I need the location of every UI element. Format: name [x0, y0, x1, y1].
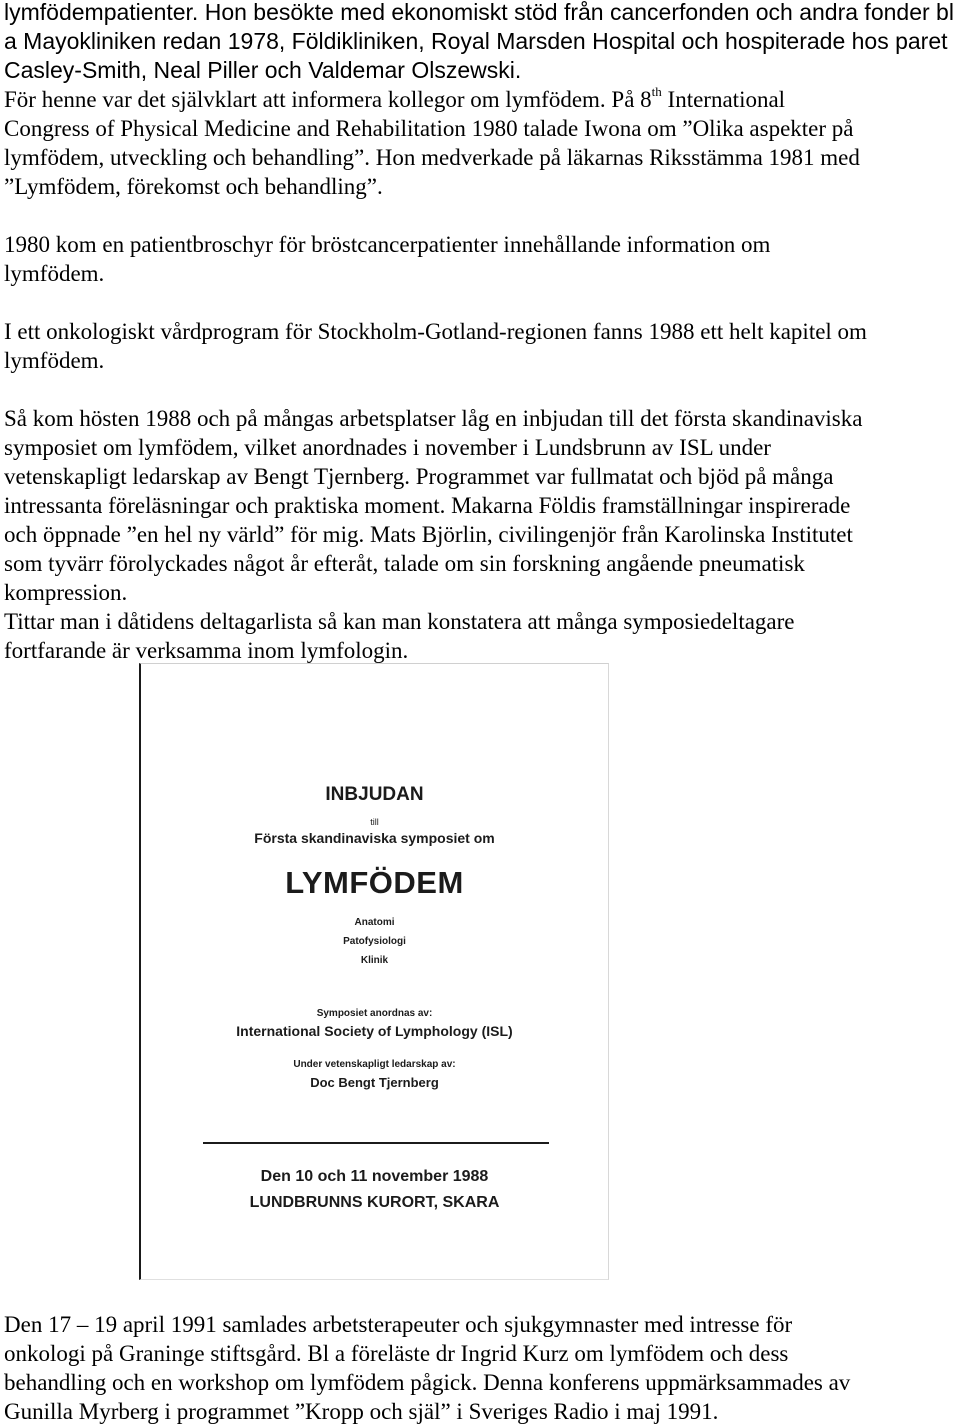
ordinal-superscript: th: [651, 84, 662, 100]
text-line: som tyvärr förolyckades något år efteråt, talade om sin forskning angående pneumatisk: [4, 551, 805, 576]
invitation-leader: Doc Bengt Tjernberg: [310, 1075, 439, 1090]
text-line: I ett onkologiskt vårdprogram för Stockholm-Gotland-regionen fanns 1988 ett helt kapitel om: [4, 319, 867, 344]
invitation-topic: Patofysiologi: [343, 936, 406, 947]
invitation-scan: [139, 663, 609, 1280]
invitation-divider: [203, 1142, 549, 1144]
text-line: vetenskapligt ledarskap av Bengt Tjernberg. Programmet var fullmatat och bjöd på många: [4, 464, 834, 489]
text-span: För henne var det självklart att informera kollegor om lymfödem. På 8: [4, 87, 652, 112]
text-line: 1980 kom en patientbroschyr för bröstcancerpatienter innehållande information om: [4, 232, 771, 257]
text-line: Gunilla Myrberg i programmet ”Kropp och själ” i Sveriges Radio i maj 1991.: [4, 1399, 719, 1424]
text-line: lymfödempatienter. Hon besökte med ekonomiskt stöd från cancerfonden och andra fonder bl: [4, 0, 954, 25]
text-line: lymfödem.: [4, 348, 105, 373]
invitation-heading: INBJUDAN: [325, 784, 424, 805]
text-line: fortfarande är verksamma inom lymfologin.: [4, 638, 409, 663]
text-line: onkologi på Graninge stiftsgård. Bl a föreläste dr Ingrid Kurz om lymfödem och dess: [4, 1341, 789, 1366]
text-line: lymfödem, utveckling och behandling”. Hon medverkade på läkarnas Riksstämma 1981 med: [4, 145, 860, 170]
invitation-subtitle: Första skandinaviska symposiet om: [254, 830, 495, 846]
text-line: a Mayokliniken redan 1978, Földikliniken, Royal Marsden Hospital och hospiterade hos paret: [4, 28, 948, 54]
text-line: behandling och en workshop om lymfödem pågick. Denna konferens uppmärksammades av: [4, 1370, 851, 1395]
text-span: International: [661, 87, 786, 112]
text-line: Så kom hösten 1988 och på mångas arbetsplatser låg en inbjudan till det första skandinaviska: [4, 406, 863, 431]
text-line: intressanta föreläsningar och praktiska moment. Makarna Földis framställningar inspirerade: [4, 493, 851, 518]
invitation-date: Den 10 och 11 november 1988: [260, 1168, 489, 1185]
text-line: [4, 85, 785, 114]
text-line: ”Lymfödem, förekomst och behandling”.: [4, 174, 383, 199]
text-line: och öppnade ”en hel ny värld” för mig. Mats Björlin, civilingenjör från Karolinska Institutet: [4, 522, 853, 547]
invitation-organizer-label: Symposiet anordnas av:: [316, 1008, 433, 1019]
text-line: Casley-Smith, Neal Piller och Valdemar Olszewski.: [4, 57, 522, 83]
text-line: Tittar man i dåtidens deltagarlista så kan man konstatera att många symposiedeltagare: [4, 609, 795, 634]
invitation-venue: LUNDBRUNNS KURORT, SKARA: [249, 1194, 500, 1211]
invitation-organizer: International Society of Lymphology (ISL): [236, 1023, 513, 1039]
text-line: kompression.: [4, 580, 128, 605]
text-line: lymfödem.: [4, 261, 105, 286]
invitation-topic: Klinik: [360, 955, 389, 966]
invitation-topic: Anatomi: [354, 917, 395, 928]
text-line: symposiet om lymfödem, vilket anordnades i november i Lundsbrunn av ISL under: [4, 435, 771, 460]
invitation-leader-label: Under vetenskapligt ledarskap av:: [293, 1059, 456, 1070]
text-line: Congress of Physical Medicine and Rehabilitation 1980 talade Iwona om ”Olika aspekter på: [4, 116, 854, 141]
invitation-till: till: [370, 817, 379, 827]
invitation-title: LYMFÖDEM: [285, 865, 464, 900]
text-line: Den 17 – 19 april 1991 samlades arbetsterapeuter och sjukgymnaster med intresse för: [4, 1312, 793, 1337]
